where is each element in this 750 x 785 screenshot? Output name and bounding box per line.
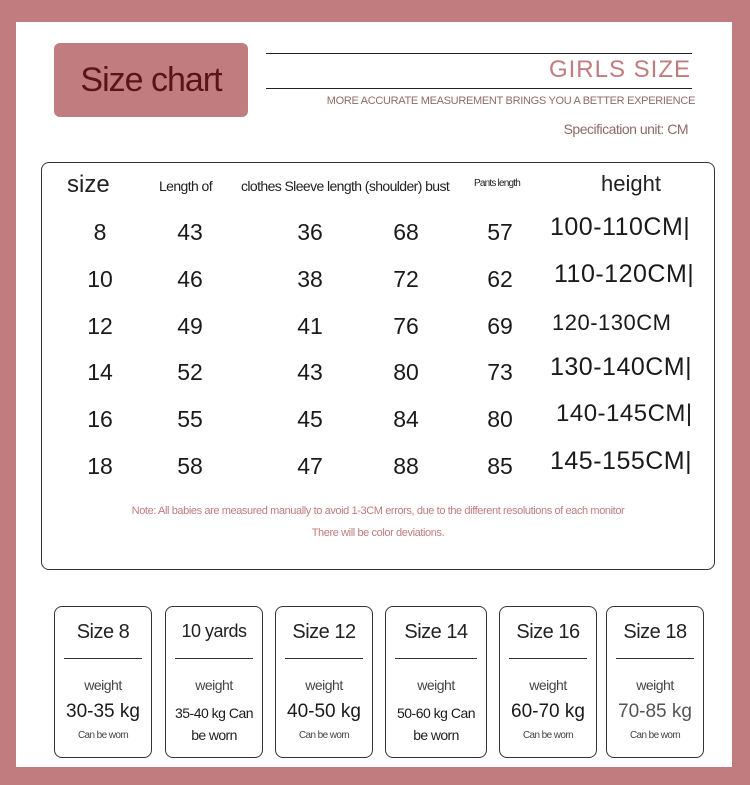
can-be-worn: Can be worn (629, 730, 681, 741)
cell-sleeve: 45 (297, 406, 323, 432)
size-chart-card (16, 22, 732, 767)
weight-card-size-12 (275, 606, 373, 758)
cell-bust: 80 (393, 359, 419, 385)
divider (64, 658, 142, 659)
cell-sleeve: 47 (297, 453, 323, 479)
cell-size: 10 (87, 266, 113, 292)
weight-card-label: Size 18 (623, 621, 687, 643)
cell-bust: 88 (393, 453, 419, 479)
cell-pants: 57 (487, 219, 513, 245)
weight-range: 60-70 kg (511, 701, 585, 722)
page-title: Size chart (80, 60, 222, 99)
title-banner (54, 43, 248, 117)
spec-unit: Specification unit: CM (563, 121, 688, 137)
weight-range: 50-60 kg Can (396, 705, 476, 721)
divider (395, 658, 477, 659)
cell-length: 43 (177, 219, 203, 245)
cell-height: 100-110CM| (550, 213, 691, 241)
can-be-worn: Can be worn (298, 730, 350, 741)
cell-pants: 80 (487, 406, 513, 432)
can-be-worn: be worn (413, 727, 459, 743)
note-line-2: There will be color deviations. (311, 527, 445, 539)
cell-size: 8 (93, 219, 107, 245)
cell-bust: 84 (393, 406, 419, 432)
divider (175, 658, 253, 659)
header-size: size (67, 171, 110, 198)
can-be-worn: Can be worn (77, 730, 129, 741)
cell-sleeve: 38 (297, 266, 323, 292)
weight-range: 35-40 kg Can (174, 705, 254, 721)
weight-label: weight (195, 677, 233, 693)
header-rule-top (266, 53, 692, 54)
weight-range: 70-85 kg (618, 701, 692, 722)
cell-height: 120-130CM (552, 310, 672, 335)
cell-length: 52 (177, 359, 203, 385)
weight-card-label: Size 16 (516, 621, 580, 643)
cell-size: 12 (87, 313, 113, 339)
cell-length: 49 (177, 313, 203, 339)
cell-size: 16 (87, 406, 113, 432)
weight-card-size-14 (385, 606, 487, 758)
weight-card-size-18 (606, 606, 704, 758)
divider (285, 658, 363, 659)
cell-pants: 62 (487, 266, 513, 292)
note-line-1: Note: All babies are measured manually to avoid 1-3CM errors, due to the different resolutions of each monitor (131, 505, 625, 517)
cell-height: 140-145CM| (556, 400, 693, 427)
size-table (41, 162, 715, 570)
cell-sleeve: 41 (297, 313, 323, 339)
cell-length: 58 (177, 453, 203, 479)
weight-card-label: Size 14 (404, 621, 468, 643)
cell-bust: 76 (393, 313, 419, 339)
cell-sleeve: 36 (297, 219, 323, 245)
cell-pants: 85 (487, 453, 513, 479)
header-length: Length of (159, 178, 212, 194)
weight-label: weight (417, 677, 455, 693)
weight-card-size-16 (499, 606, 597, 758)
cell-sleeve: 43 (297, 359, 323, 385)
cell-pants: 69 (487, 313, 513, 339)
header-sleeve-shoulder-bust: clothes Sleeve length (shoulder) bust (241, 178, 450, 194)
cell-size: 14 (87, 359, 113, 385)
divider (509, 658, 587, 659)
header-pants: Pants length (474, 178, 520, 189)
cell-length: 46 (177, 266, 203, 292)
header-height: height (601, 171, 661, 196)
weight-card-size-10 (165, 606, 263, 758)
cell-length: 55 (177, 406, 203, 432)
weight-label: weight (529, 677, 567, 693)
cell-bust: 72 (393, 266, 419, 292)
girls-size-heading: GIRLS SIZE (548, 56, 691, 83)
weight-range: 40-50 kg (287, 701, 361, 722)
cell-bust: 68 (393, 219, 419, 245)
cell-height: 145-155CM| (550, 447, 693, 475)
weight-card-label: Size 12 (292, 621, 356, 643)
tagline: MORE ACCURATE MEASUREMENT BRINGS YOU A BETTER EXPERIENCE (326, 95, 695, 107)
weight-card-label: 10 yards (181, 621, 247, 641)
header-rule-bottom (266, 88, 692, 89)
divider (616, 658, 694, 659)
weight-card-label: Size 8 (76, 621, 130, 643)
can-be-worn: be worn (191, 727, 237, 743)
cell-size: 18 (87, 453, 113, 479)
weight-label: weight (636, 677, 674, 693)
weight-label: weight (84, 677, 122, 693)
weight-card-size-8 (54, 606, 152, 758)
weight-range: 30-35 kg (66, 701, 140, 722)
cell-pants: 73 (487, 359, 513, 385)
can-be-worn: Can be worn (522, 730, 574, 741)
cell-height: 130-140CM| (550, 353, 693, 381)
weight-label: weight (305, 677, 343, 693)
cell-height: 110-120CM| (554, 260, 695, 288)
